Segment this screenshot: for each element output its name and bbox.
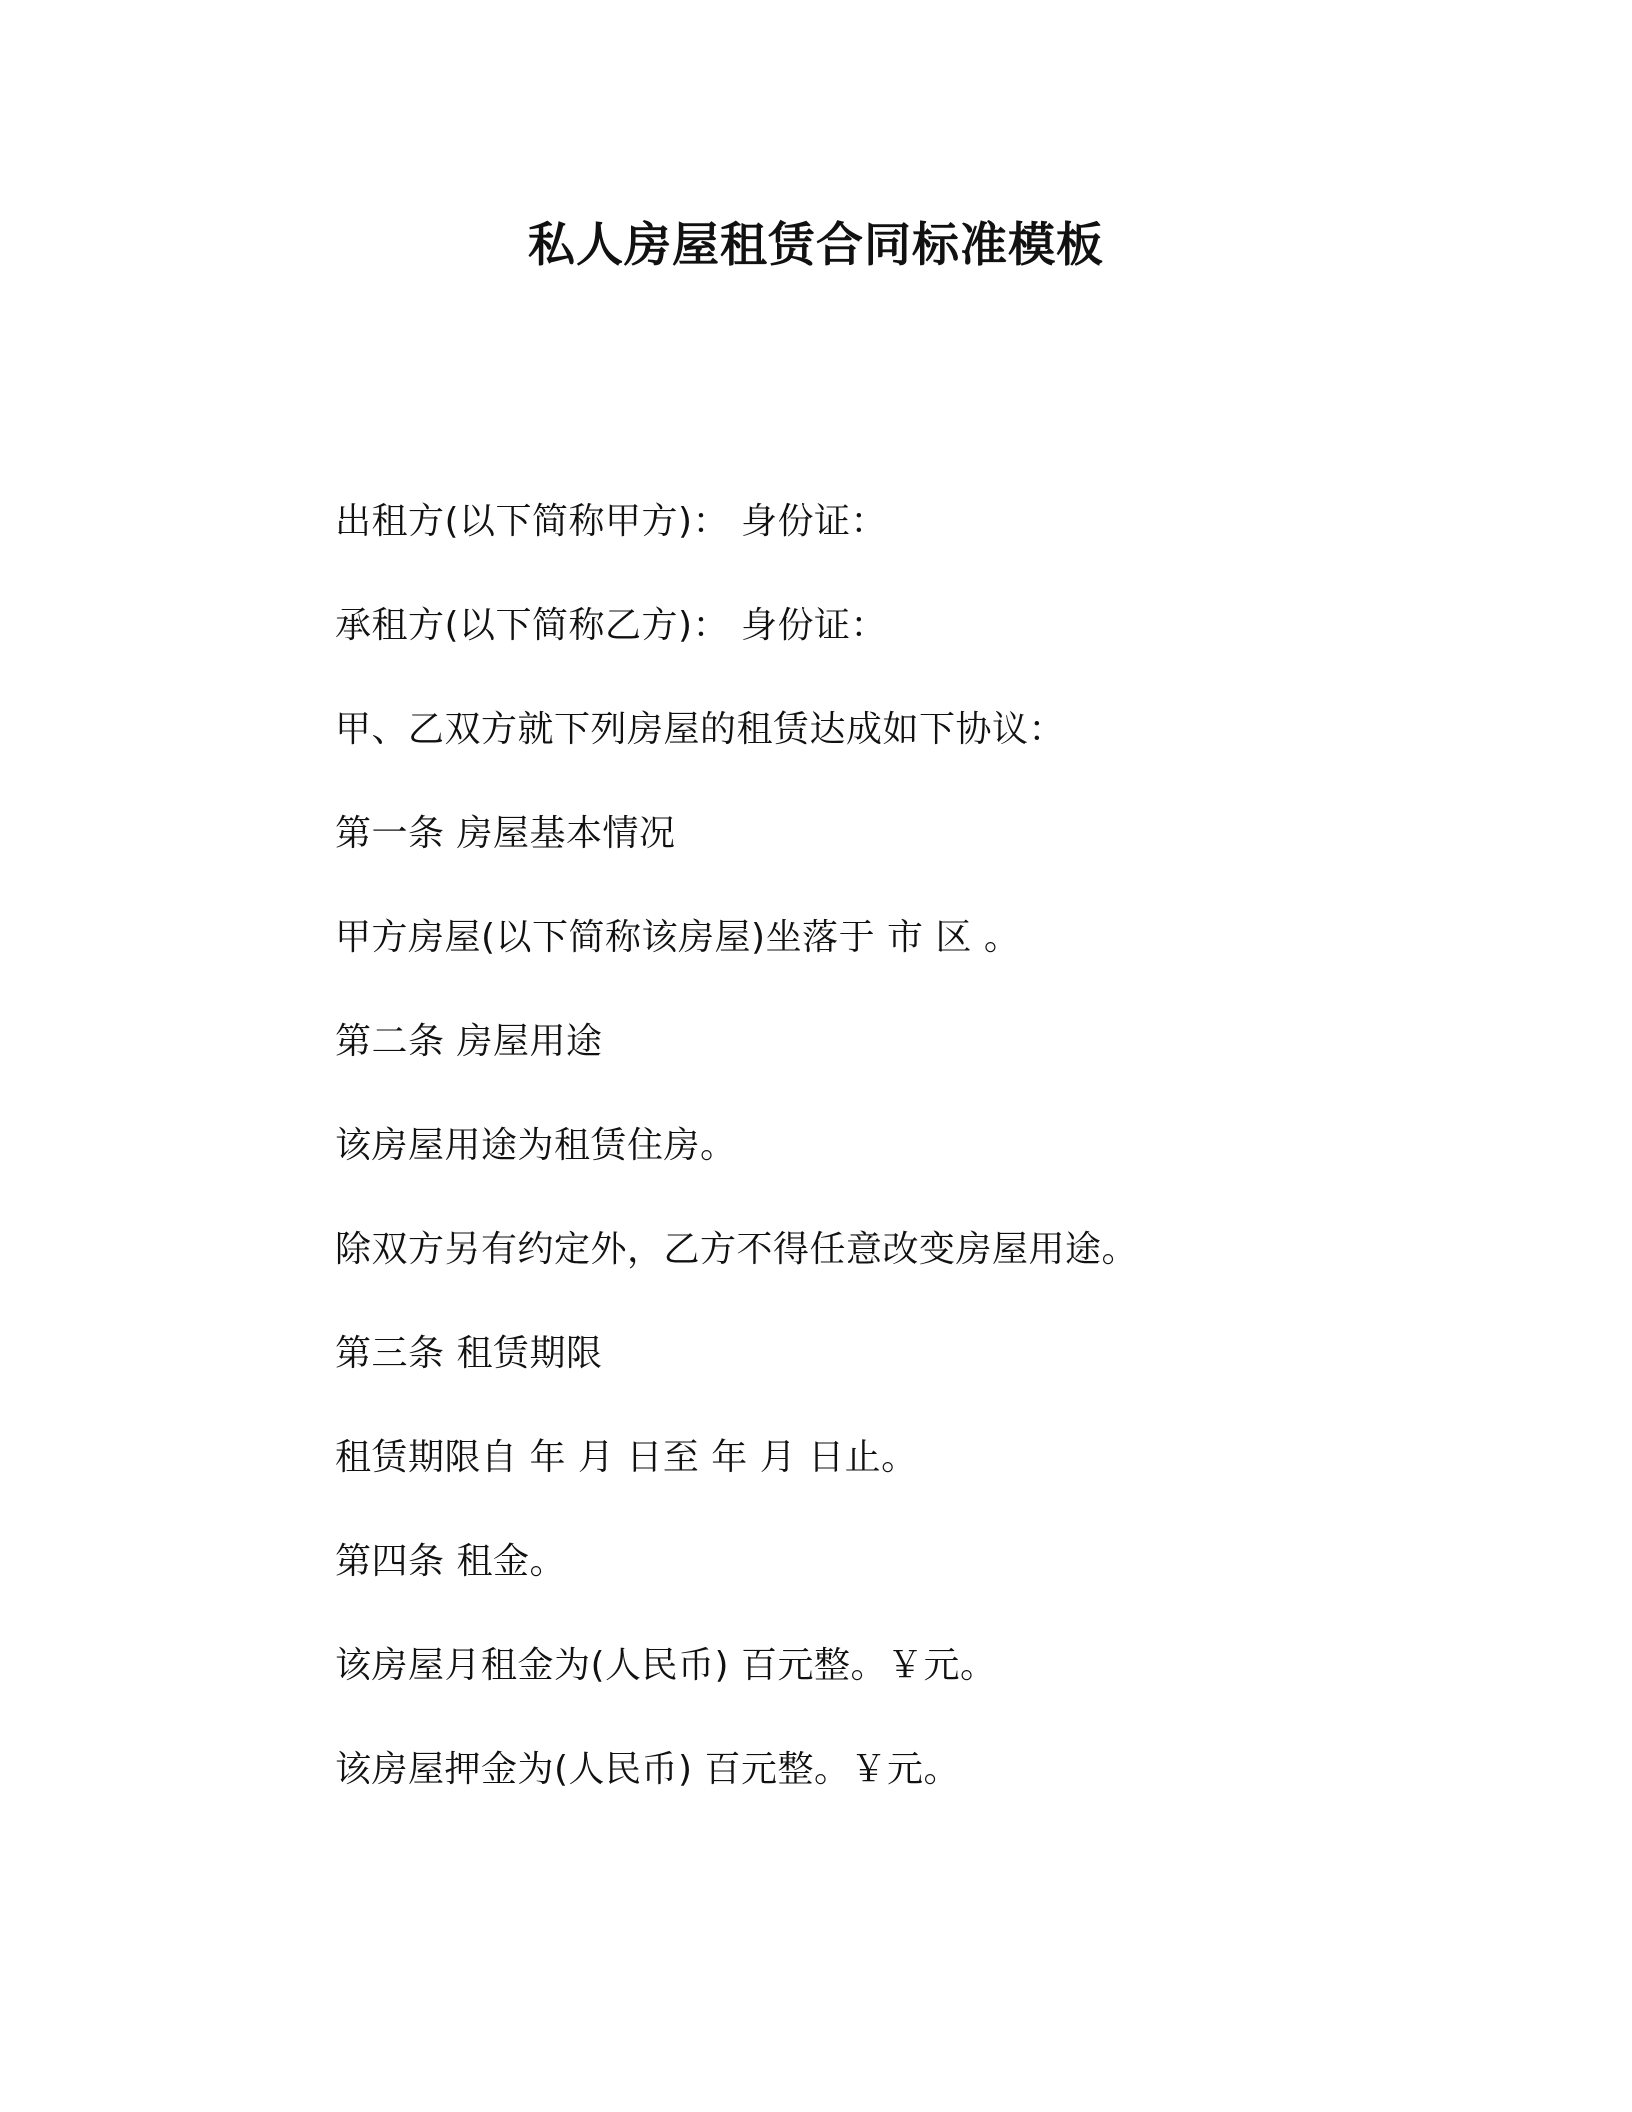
article-3-heading: 第三条 租赁期限: [335, 1333, 603, 1374]
article-1-heading: 第一条 房屋基本情况: [335, 813, 676, 854]
agreement-intro: 甲、乙双方就下列房屋的租赁达成如下协议：: [335, 709, 1066, 750]
article-4-rent: 该房屋月租金为(人民币) 百元整。￥元。: [335, 1645, 997, 1686]
article-2-text-1: 该房屋用途为租赁住房。: [335, 1125, 737, 1166]
lessor-line: 出租方(以下简称甲方)： 身份证：: [335, 501, 888, 542]
document-title: 私人房屋租赁合同标准模板: [528, 218, 1104, 273]
article-3-text: 租赁期限自 年 月 日至 年 月 日止。: [335, 1437, 918, 1478]
article-4-heading: 第四条 租金。: [335, 1541, 566, 1582]
article-2-text-2: 除双方另有约定外，乙方不得任意改变房屋用途。: [335, 1229, 1139, 1270]
article-1-text: 甲方房屋(以下简称该房屋)坐落于 市 区 。: [335, 917, 1021, 958]
lessee-line: 承租方(以下简称乙方)： 身份证：: [335, 605, 888, 646]
article-4-deposit: 该房屋押金为(人民币) 百元整。￥元。: [335, 1749, 961, 1790]
article-2-heading: 第二条 房屋用途: [335, 1021, 603, 1062]
document-body: [335, 493, 1495, 1845]
